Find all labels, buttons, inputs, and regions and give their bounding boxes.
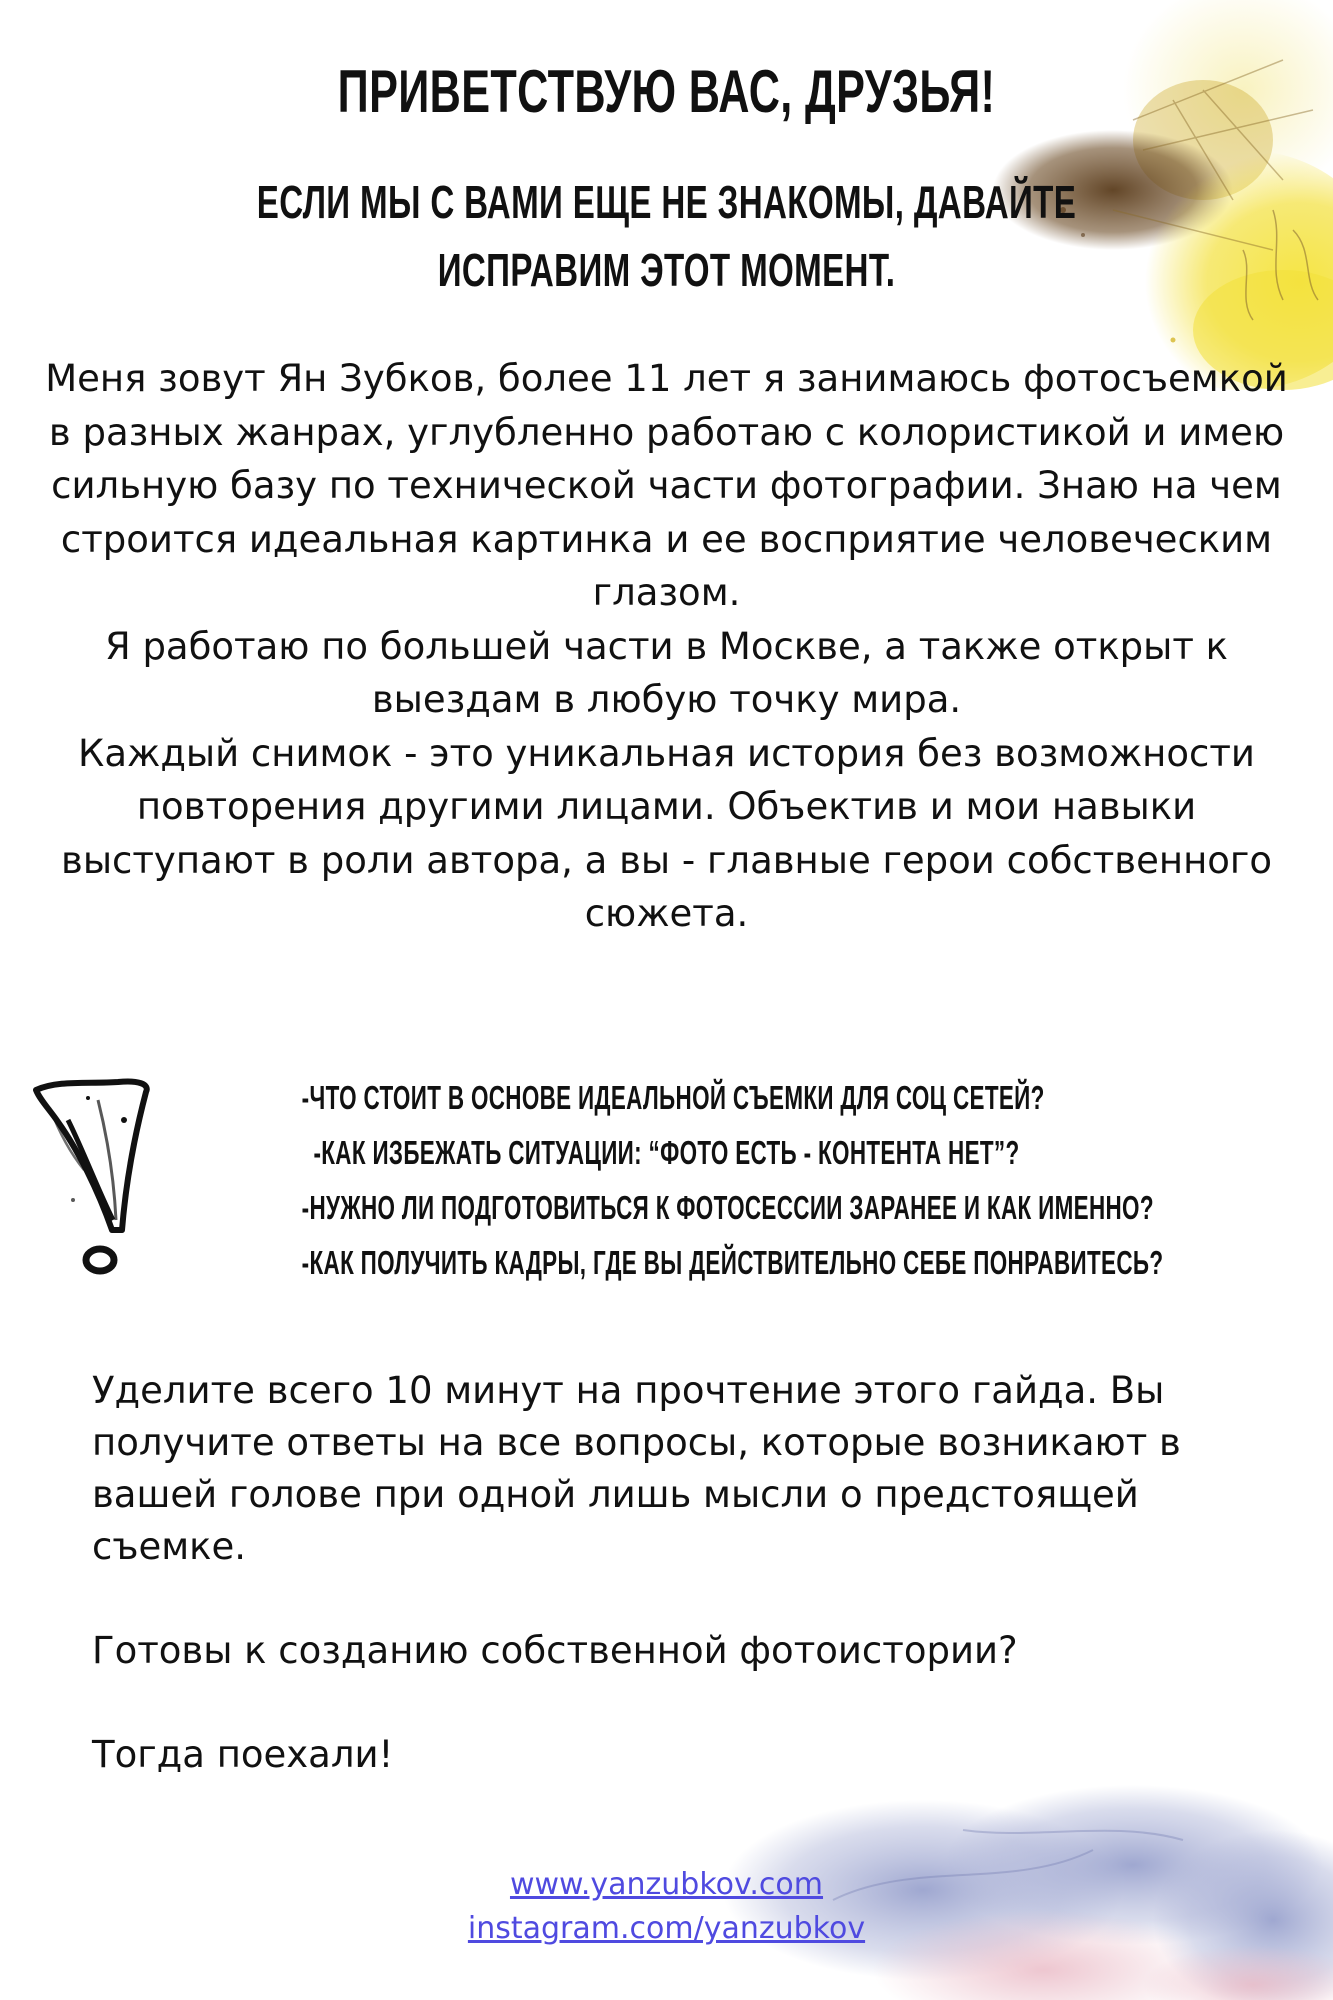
question-item: -НУЖНО ЛИ ПОДГОТОВИТЬСЯ К ФОТОСЕССИИ ЗАРАНЕЕ И КАК ИМЕННО?: [301, 1189, 1154, 1226]
question-list: [130, 1070, 1203, 1290]
subtitle-line: ЕСЛИ МЫ С ВАМИ ЕЩЕ НЕ ЗНАКОМЫ, ДАВАЙТЕ: [256, 176, 1077, 228]
intro-paragraph: Каждый снимок - это уникальная история без возможности повторения другими лицами. Объектив и мои навыки выступают в роли автора, а вы - главные герои собственного сюжета.: [61, 731, 1272, 935]
intro-paragraph: Я работаю по большей части в Москве, а также открыт к выездам в любую точку мира.: [104, 624, 1229, 721]
page-title: ПРИВЕТСТВУЮ ВАС, ДРУЗЬЯ!: [337, 58, 996, 125]
website-link[interactable]: www.yanzubkov.com: [509, 1867, 824, 1902]
footer-links: [0, 1863, 1333, 1951]
intro-text: [40, 352, 1293, 941]
question-item: -КАК ИЗБЕЖАТЬ СИТУАЦИИ: “ФОТО ЕСТЬ - КОНТЕНТА НЕТ”?: [313, 1134, 1020, 1171]
subtitle-line: ИСПРАВИМ ЭТОТ МОМЕНТ.: [437, 244, 896, 296]
instagram-link[interactable]: instagram.com/yanzubkov: [467, 1911, 866, 1946]
closing-call: Тогда поехали!: [92, 1733, 394, 1776]
page-subtitle: [187, 168, 1147, 304]
closing-text: [92, 1365, 1252, 1781]
closing-paragraph: Уделите всего 10 минут на прочтение этого гайда. Вы получите ответы на все вопросы, которые возникают в вашей голове при одной лишь мысли о предстоящей съемке.: [92, 1369, 1181, 1568]
question-item: -КАК ПОЛУЧИТЬ КАДРЫ, ГДЕ ВЫ ДЕЙСТВИТЕЛЬНО СЕБЕ ПОНРАВИТЕСЬ?: [301, 1244, 1164, 1281]
intro-paragraph: Меня зовут Ян Зубков, более 11 лет я занимаюсь фотосъемкой в разных жанрах, углубленно работаю с колористикой и имею сильную базу по технической части фотографии. Знаю на чем строится идеальная картинка и ее восприятие человеческим глазом.: [45, 357, 1288, 614]
question-item: -ЧТО СТОИТ В ОСНОВЕ ИДЕАЛЬНОЙ СЪЕМКИ ДЛЯ СОЦ СЕТЕЙ?: [301, 1079, 1045, 1116]
closing-question: Готовы к созданию собственной фотоистории?: [92, 1629, 1018, 1672]
